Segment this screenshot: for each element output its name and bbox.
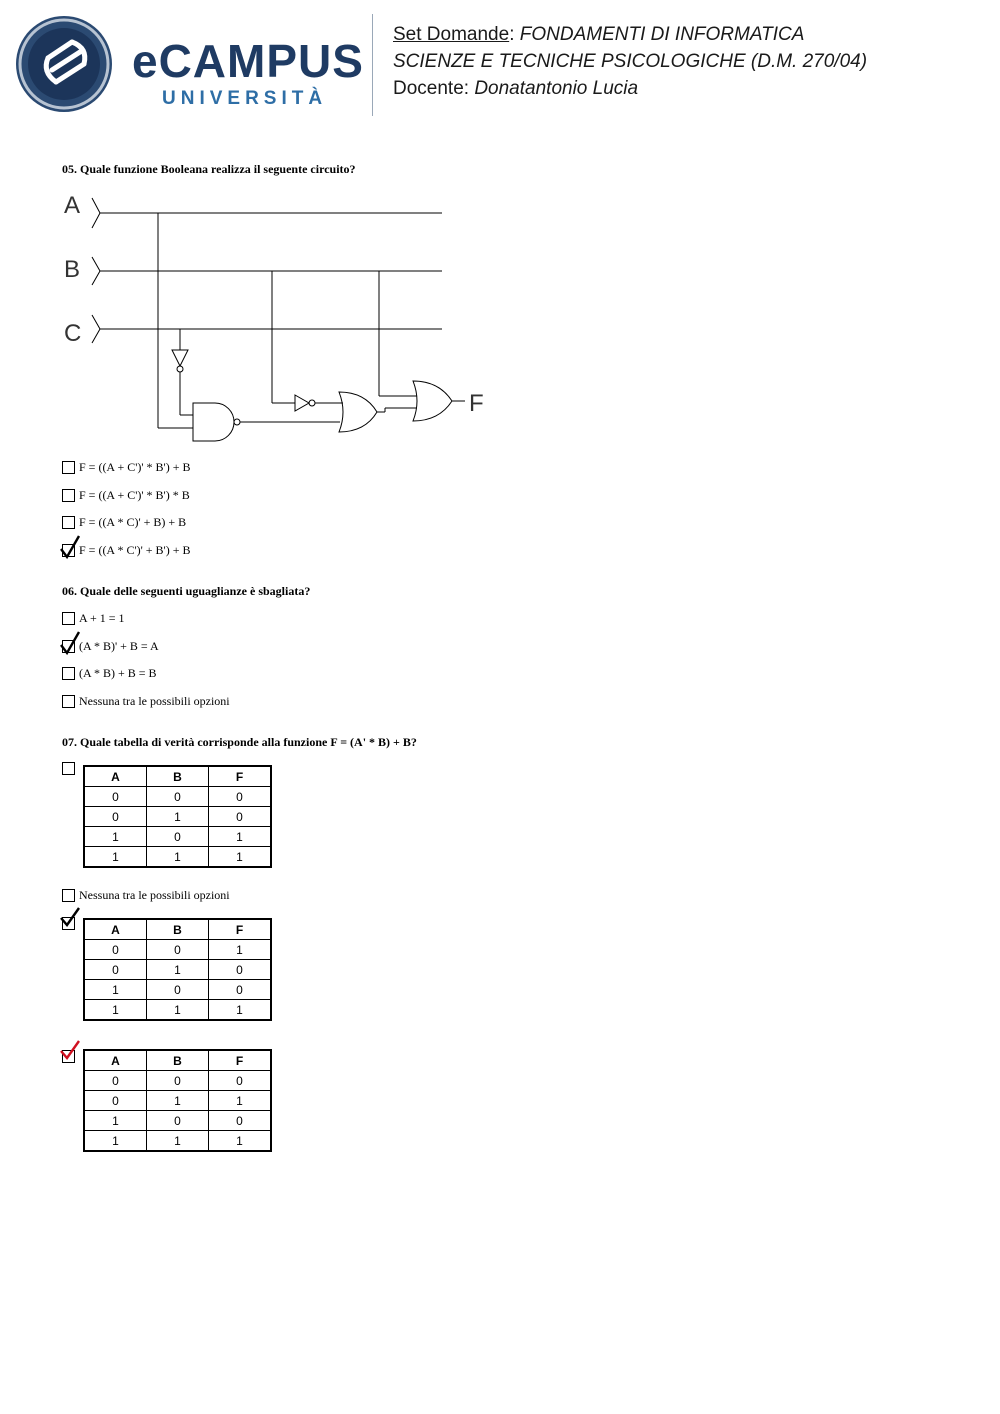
cell: 0 <box>209 807 272 827</box>
table-row <box>84 787 271 807</box>
q07-option-2[interactable] <box>62 887 230 903</box>
q05-option-4[interactable] <box>62 542 190 558</box>
cell: 1 <box>147 847 209 868</box>
checkmark-icon <box>59 535 81 559</box>
cell: 1 <box>84 827 147 847</box>
option-text: (A * B)' + B = A <box>79 638 159 653</box>
option-text: F = ((A * C')' + B') + B <box>79 542 191 557</box>
header-f: F <box>209 766 272 787</box>
option-text: Nessuna tra le possibili opzioni <box>79 693 230 708</box>
cell: 1 <box>84 1111 147 1131</box>
table-header-row <box>84 919 271 940</box>
cell: 0 <box>147 980 209 1000</box>
logo-subtext: UNIVERSITÀ <box>162 88 328 109</box>
cell: 0 <box>209 787 272 807</box>
cell: 0 <box>147 827 209 847</box>
cell: 1 <box>84 1000 147 1021</box>
checkbox[interactable] <box>62 640 75 653</box>
header-b: B <box>147 1050 209 1071</box>
cell: 0 <box>209 960 272 980</box>
option-text: F = ((A + C')' * B') * B <box>79 487 190 502</box>
cell: 0 <box>147 940 209 960</box>
table-row <box>84 807 271 827</box>
checkbox[interactable] <box>62 917 75 930</box>
q07-option-1-checkbox[interactable] <box>62 760 75 776</box>
q06-option-4[interactable] <box>62 693 230 709</box>
truth-table-option-1 <box>83 765 272 868</box>
table-row <box>84 940 271 960</box>
cell: 1 <box>147 1131 209 1152</box>
teacher-label: Docente: <box>393 78 475 99</box>
cell: 0 <box>84 807 147 827</box>
cell: 1 <box>147 1091 209 1111</box>
cell: 1 <box>209 847 272 868</box>
logo-wordmark: eCAMPUS <box>132 35 364 87</box>
cell: 0 <box>84 1071 147 1091</box>
cell: 1 <box>84 1131 147 1152</box>
table-row <box>84 1071 271 1091</box>
question-07-title: 07. Quale tabella di verità corrisponde alla funzione F = (A' * B) + B? <box>62 735 417 749</box>
header-set-line: Set Domande: FONDAMENTI DI INFORMATICA <box>393 24 805 45</box>
header-course-line <box>393 51 867 73</box>
cell: 0 <box>147 1071 209 1091</box>
set-label: Set Domande <box>393 24 510 45</box>
q07-option-3-checkbox[interactable] <box>62 915 75 931</box>
q05-option-3[interactable] <box>62 514 186 530</box>
circuit-input-a-label: A <box>64 192 81 219</box>
course-name: SCIENZE E TECNICHE PSICOLOGICHE (D.M. 270/04) <box>393 51 868 72</box>
cell: 0 <box>147 1111 209 1131</box>
cell: 1 <box>209 1091 272 1111</box>
q06-option-1[interactable] <box>62 610 125 626</box>
header-a: A <box>84 766 147 787</box>
table-row <box>84 847 271 868</box>
q06-option-3[interactable] <box>62 665 157 681</box>
table-row <box>84 960 271 980</box>
input-c-arrow <box>92 315 100 343</box>
checkbox[interactable] <box>62 489 75 502</box>
checkbox[interactable] <box>62 667 75 680</box>
cell: 0 <box>84 787 147 807</box>
table-row <box>84 1000 271 1021</box>
input-a-arrow <box>92 198 100 228</box>
checkbox[interactable] <box>62 1050 75 1063</box>
cell: 1 <box>84 847 147 868</box>
cell: 1 <box>147 807 209 827</box>
circuit-input-c-label: C <box>64 320 82 347</box>
q05-option-2[interactable] <box>62 487 190 503</box>
q07-option-4-checkbox[interactable] <box>62 1048 75 1064</box>
table-header-row <box>84 766 271 787</box>
cell: 0 <box>84 1091 147 1111</box>
circuit-output-label: F <box>469 390 484 417</box>
cell: 1 <box>84 980 147 1000</box>
university-logo <box>14 14 364 118</box>
header-f: F <box>209 919 272 940</box>
checkbox[interactable] <box>62 695 75 708</box>
circuit-input-b-label: B <box>64 256 81 283</box>
input-b-arrow <box>92 257 100 285</box>
option-text: A + 1 = 1 <box>79 610 125 625</box>
set-value: FONDAMENTI DI INFORMATICA <box>519 24 805 45</box>
cell: 0 <box>147 787 209 807</box>
cell: 0 <box>209 980 272 1000</box>
table-header-row <box>84 1050 271 1071</box>
table-row <box>84 1091 271 1111</box>
header-a: A <box>84 919 147 940</box>
checkmark-icon <box>59 908 81 932</box>
cell: 1 <box>209 1000 272 1021</box>
header-b: B <box>147 766 209 787</box>
header-a: A <box>84 1050 147 1071</box>
table-row <box>84 1111 271 1131</box>
cell: 1 <box>209 940 272 960</box>
q05-option-1[interactable] <box>62 459 190 475</box>
header-divider <box>372 14 373 116</box>
header-teacher-line <box>393 78 638 100</box>
cell: 1 <box>209 1131 272 1152</box>
option-text: (A * B) + B = B <box>79 665 157 680</box>
checkbox[interactable] <box>62 461 75 474</box>
cell: 1 <box>147 1000 209 1021</box>
checkbox[interactable] <box>62 516 75 529</box>
question-06-title: 06. Quale delle seguenti uguaglianze è sbagliata? <box>62 584 311 598</box>
table-row <box>84 980 271 1000</box>
option-text: F = ((A * C)' + B) + B <box>79 514 187 529</box>
checkbox[interactable] <box>62 612 75 625</box>
checkbox[interactable] <box>62 762 75 775</box>
checkmark-icon <box>59 1041 81 1065</box>
cell: 1 <box>209 827 272 847</box>
q06-option-2[interactable] <box>62 638 159 654</box>
checkmark-icon <box>59 631 81 655</box>
header-f: F <box>209 1050 272 1071</box>
teacher-name: Donatantonio Lucia <box>474 78 639 99</box>
logic-circuit-diagram <box>55 185 505 450</box>
header-b: B <box>147 919 209 940</box>
table-row <box>84 1131 271 1152</box>
truth-table-option-3 <box>83 918 272 1021</box>
cell: 1 <box>147 960 209 980</box>
cell: 0 <box>84 960 147 980</box>
checkbox[interactable] <box>62 544 75 557</box>
question-05-title: 05. Quale funzione Booleana realizza il seguente circuito? <box>62 162 356 176</box>
cell: 0 <box>84 940 147 960</box>
option-text: Nessuna tra le possibili opzioni <box>79 887 230 902</box>
truth-table-option-4 <box>83 1049 272 1152</box>
table-row <box>84 827 271 847</box>
option-text: F = ((A + C')' * B') + B <box>79 459 191 474</box>
cell: 0 <box>209 1111 272 1131</box>
cell: 0 <box>209 1071 272 1091</box>
checkbox[interactable] <box>62 889 75 902</box>
